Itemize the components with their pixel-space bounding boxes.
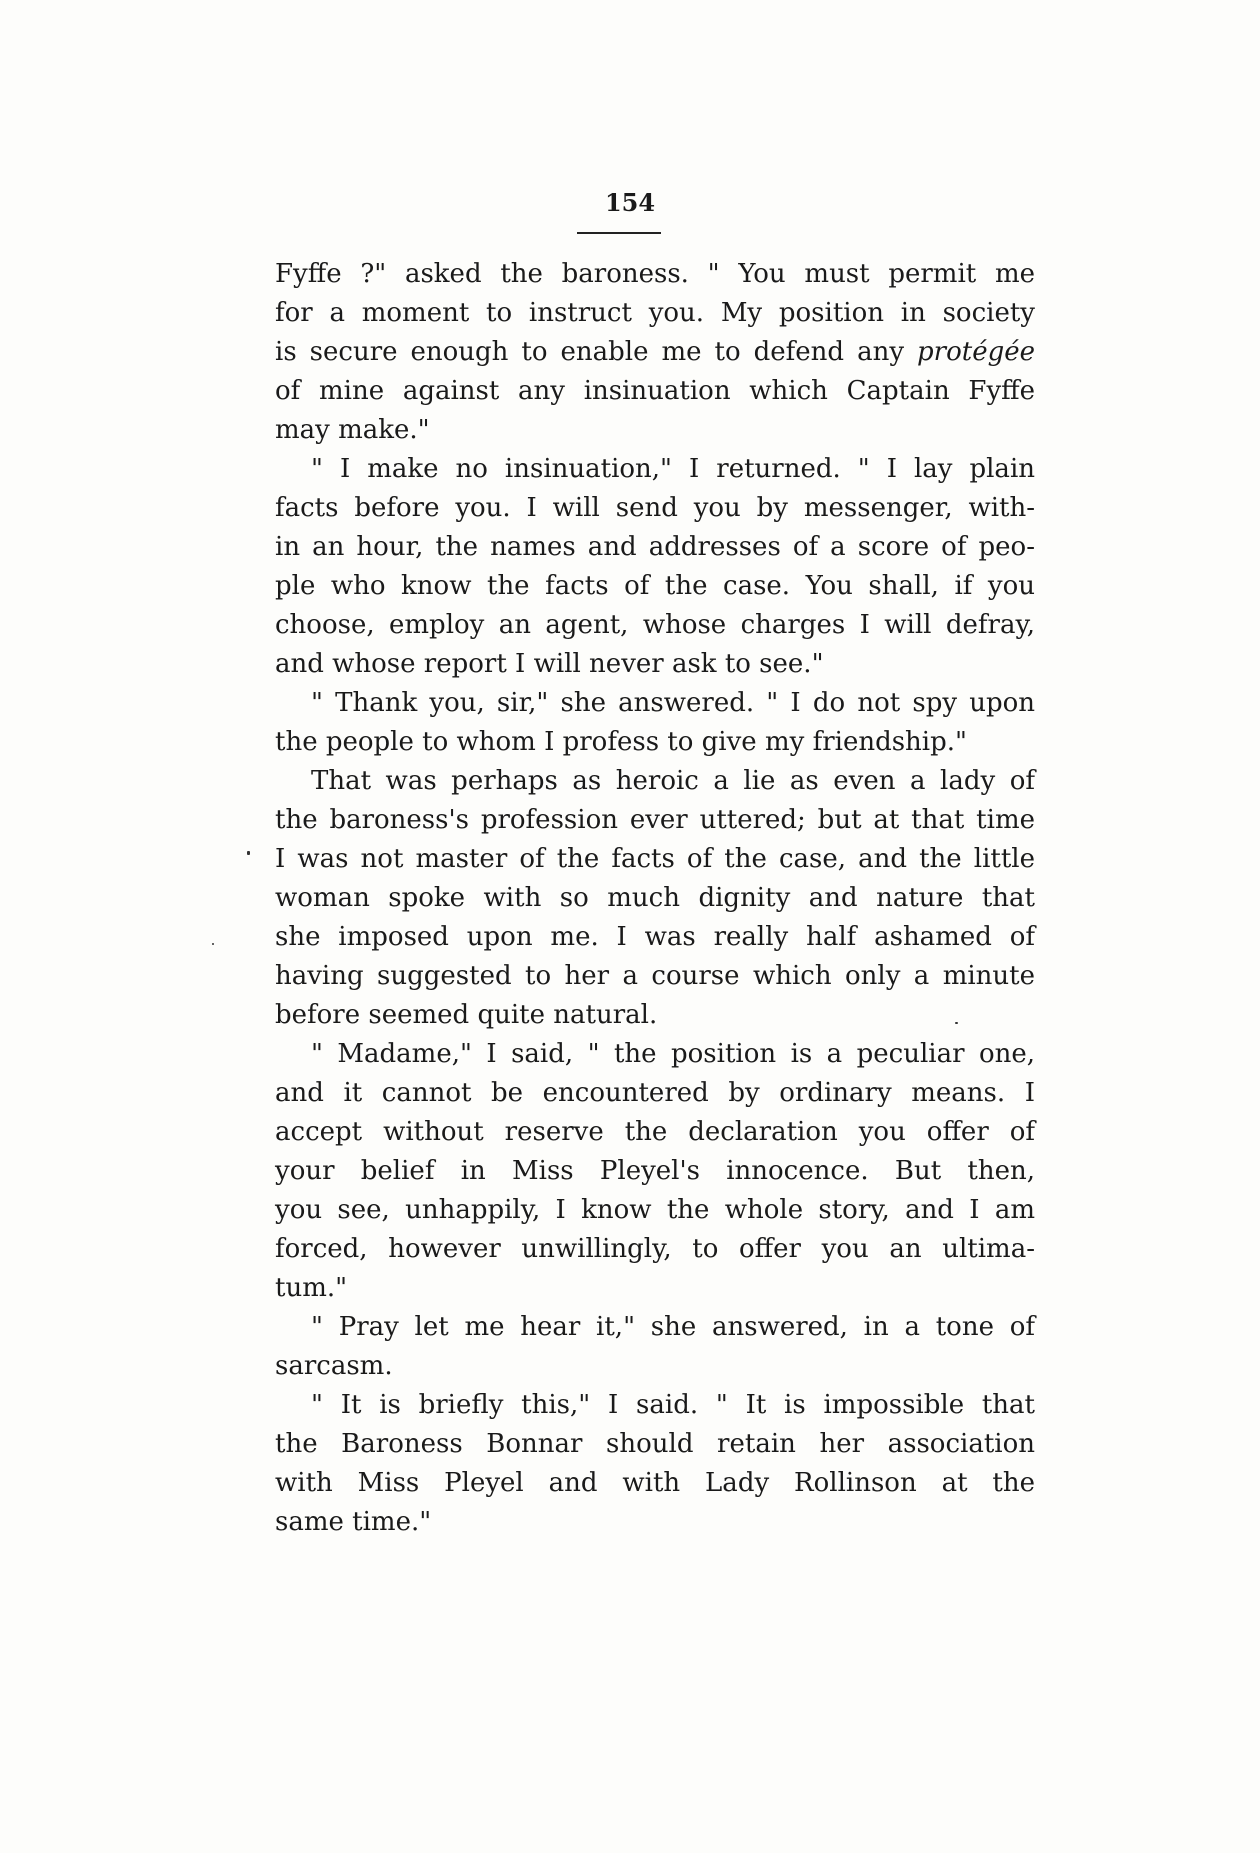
page-number-rule (577, 232, 661, 234)
text-line: of mine against any insinuation which Captain Fyffe (275, 376, 1035, 406)
text-line: woman spoke with so much dignity and nature that (275, 883, 1035, 913)
page-number: 154 (604, 188, 656, 217)
text-line: having suggested to her a course which only a minute (275, 961, 1035, 991)
text-line: choose, employ an agent, whose charges I will defray, (275, 610, 1035, 640)
text-line: facts before you. I will send you by messenger, with- (275, 493, 1035, 523)
body-text (275, 255, 1035, 1542)
text-line: ple who know the facts of the case. You shall, if you (275, 571, 1035, 601)
text-line: " Pray let me hear it," she answered, in a tone of (311, 1312, 1035, 1342)
scan-speck (955, 1022, 958, 1024)
text-line: That was perhaps as heroic a lie as even a lady of (311, 766, 1035, 796)
text-line: the people to whom I profess to give my friendship." (275, 727, 967, 757)
text-line: may make." (275, 415, 430, 445)
text-line: I was not master of the facts of the case, and the little (275, 844, 1035, 874)
text-line: sarcasm. (275, 1351, 393, 1381)
scan-speck (247, 851, 250, 855)
text-line: she imposed upon me. I was really half ashamed of (275, 922, 1035, 952)
text-line: forced, however unwillingly, to offer you an ultima- (275, 1234, 1035, 1264)
text-line: and it cannot be encountered by ordinary means. I (275, 1078, 1035, 1108)
text-line: same time." (275, 1507, 432, 1537)
text-line: tum." (275, 1273, 348, 1303)
scan-speck (212, 943, 214, 945)
text-line: accept without reserve the declaration you offer of (275, 1117, 1035, 1147)
text-line: your belief in Miss Pleyel's innocence. But then, (275, 1156, 1035, 1186)
text-line: is secure enough to enable me to defend any protégée (275, 337, 1035, 367)
text-line: " Madame," I said, " the position is a peculiar one, (311, 1039, 1035, 1069)
text-line: for a moment to instruct you. My position in society (275, 298, 1035, 328)
italic-word: protégée (917, 337, 1035, 367)
text-line: " Thank you, sir," she answered. " I do not spy upon (311, 688, 1035, 718)
text-line: " It is briefly this," I said. " It is impossible that (311, 1390, 1035, 1420)
text-line: and whose report I will never ask to see." (275, 649, 824, 679)
text-line: with Miss Pleyel and with Lady Rollinson at the (275, 1468, 1035, 1498)
text-line: before seemed quite natural. (275, 1000, 658, 1030)
text-line: the Baroness Bonnar should retain her association (275, 1429, 1035, 1459)
text-line: " I make no insinuation," I returned. " I lay plain (311, 454, 1035, 484)
text-line: the baroness's profession ever uttered; but at that time (275, 805, 1035, 835)
text-line: Fyffe ?" asked the baroness. " You must permit me (275, 259, 1035, 289)
text-line: you see, unhappily, I know the whole story, and I am (275, 1195, 1035, 1225)
text-line: in an hour, the names and addresses of a score of peo- (275, 532, 1035, 562)
